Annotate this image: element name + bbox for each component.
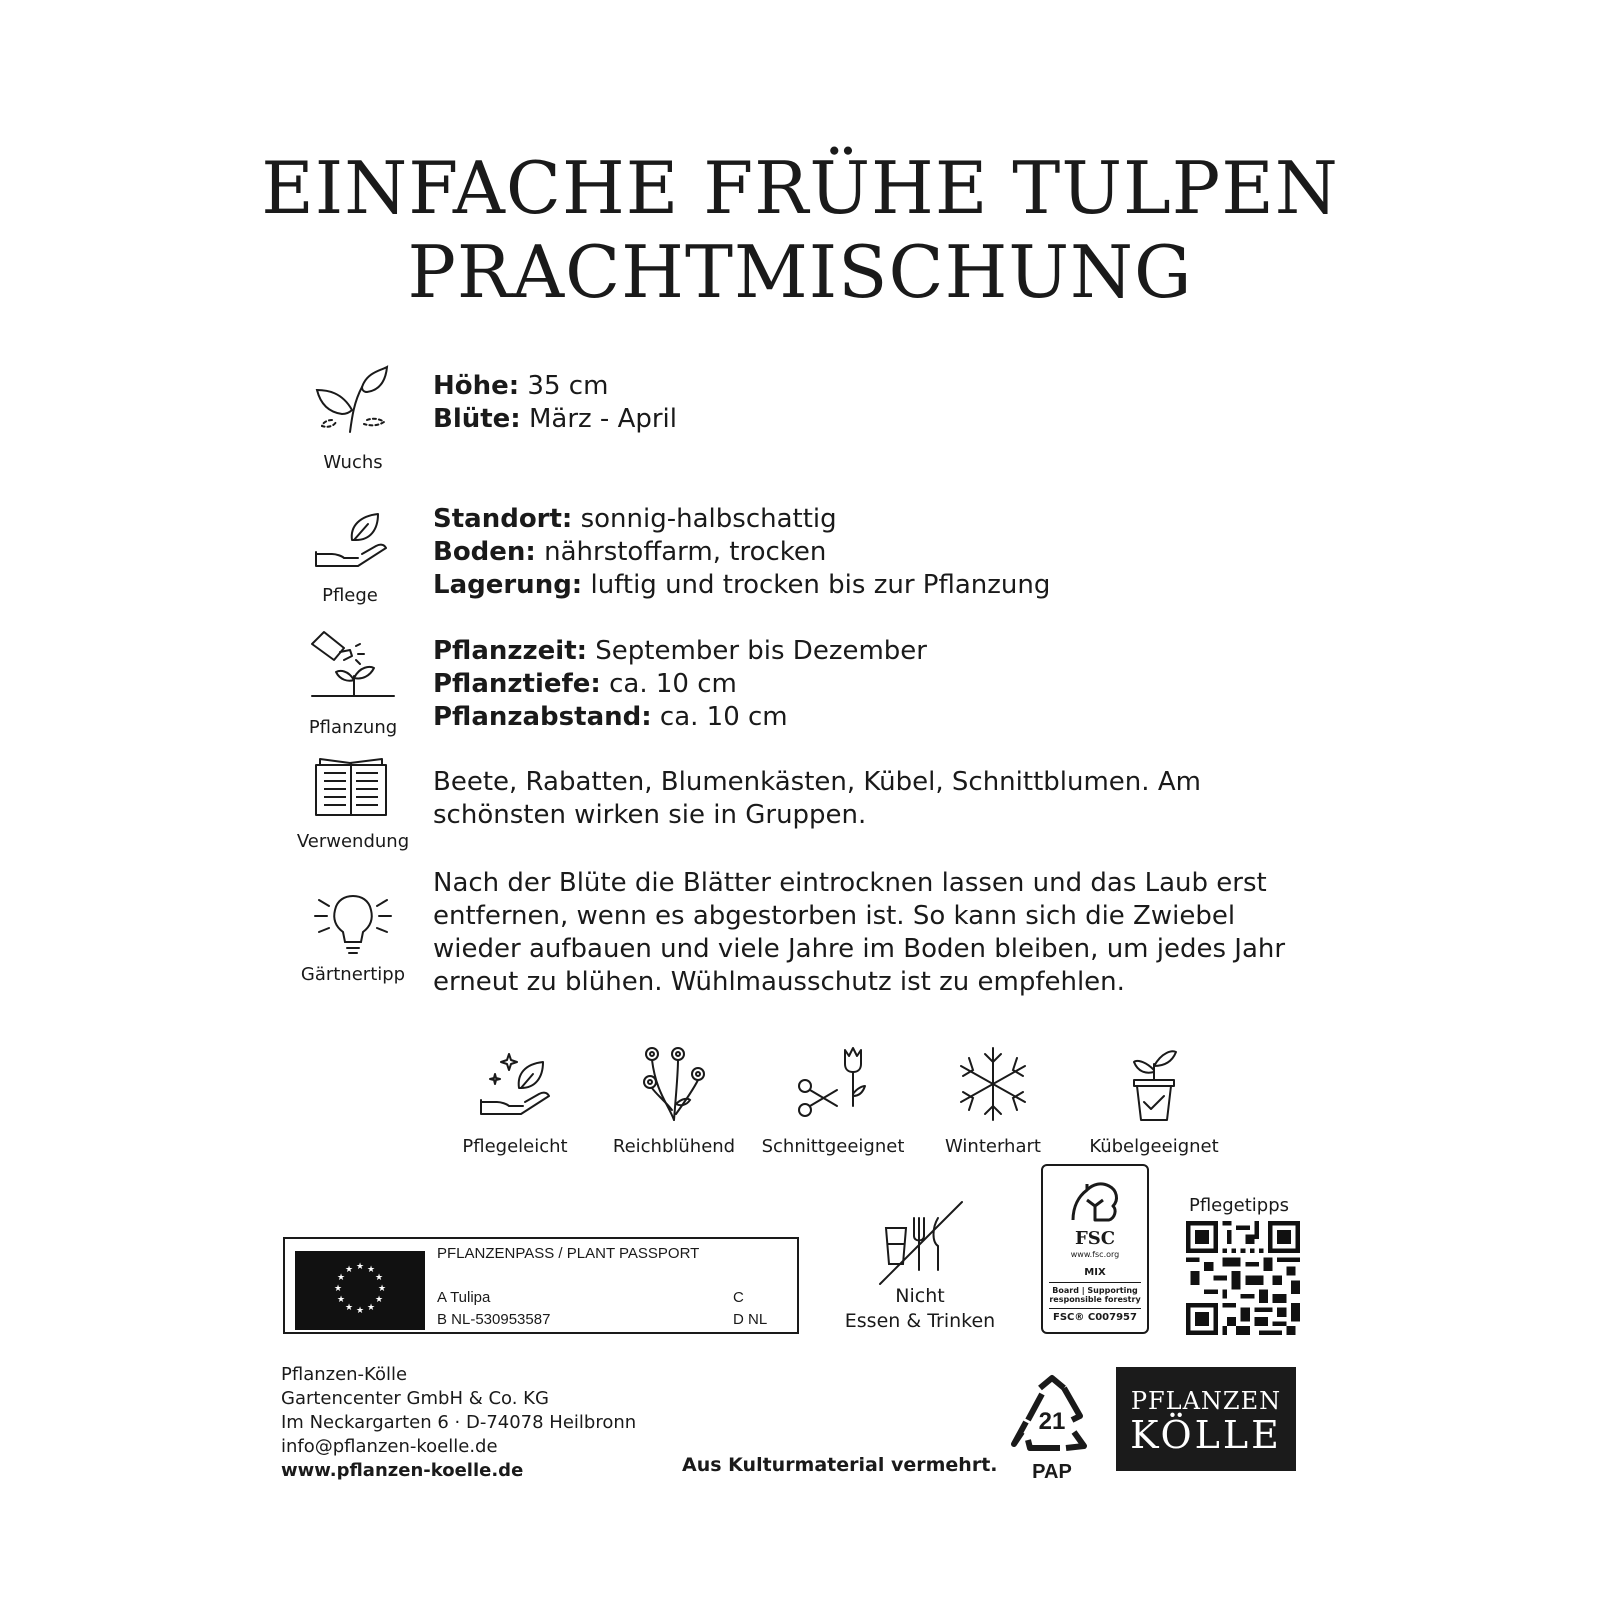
section-info-pflege [433, 503, 1293, 602]
feature-label: Winterhart [945, 1136, 1041, 1157]
plant-passport [283, 1237, 799, 1334]
feature-kuebelgeeignet [1079, 1044, 1229, 1157]
feature-schnittgeeignet [758, 1044, 908, 1157]
snowflake-icon [953, 1044, 1033, 1124]
section-caption-wuchs: Wuchs [323, 452, 383, 473]
svg-text:★: ★ [336, 1295, 346, 1305]
warning-text: Nicht Essen & Trinken [844, 1285, 996, 1332]
feature-pflegeleicht [440, 1044, 590, 1157]
info-row: Lagerung: luftig und trocken bis zur Pflanzung [433, 570, 1051, 600]
website-link[interactable]: www.pflanzen-koelle.de [281, 1460, 524, 1481]
address-line: Im Neckargarten 6 · D-74078 Heilbronn [281, 1412, 637, 1433]
flowers-icon [634, 1044, 714, 1124]
info-row: Pflanzabstand: ca. 10 cm [433, 702, 788, 732]
passport-a: A Tulipa [437, 1289, 491, 1306]
address-line: Pflanzen-Kölle [281, 1364, 408, 1385]
email-link[interactable]: info@pflanzen-koelle.de [281, 1436, 498, 1457]
svg-text:★: ★ [336, 1273, 346, 1283]
hand-leaf-icon [312, 502, 392, 582]
feature-label: Schnittgeeignet [761, 1136, 905, 1157]
section-text-gaertnertipp: Nach der Blüte die Blätter eintrocknen lassen und das Laub erst entfernen, wenn es abgestorben ist. So kann sich die Zwiebel wieder aufbauen und viele Jahre im Boden bleiben, um jedes Jahr erneut zu blühen. Wühlmausschutz ist zu empfehlen. [433, 868, 1286, 997]
page-title-line2: PRACHTMISCHUNG [407, 230, 1193, 314]
info-row: Pflanztiefe: ca. 10 cm [433, 669, 737, 699]
passport-c: C [733, 1289, 744, 1306]
passport-heading: PFLANZENPASS / PLANT PASSPORT [437, 1245, 700, 1262]
section-caption-verwendung: Verwendung [296, 831, 410, 852]
svg-text:★: ★ [366, 1303, 376, 1313]
watering-can-icon [308, 626, 398, 716]
address-line: Gartencenter GmbH & Co. KG [281, 1388, 549, 1409]
pflanzen-koelle-logo: PFLANZEN KÖLLE [1116, 1367, 1296, 1471]
svg-text:★: ★ [377, 1284, 387, 1294]
culture-note: Aus Kulturmaterial vermehrt. [682, 1454, 998, 1476]
feature-label: Reichblühend [612, 1136, 736, 1157]
company-address [281, 1363, 636, 1483]
page-title-line1: EINFACHE FRÜHE TULPEN [261, 146, 1339, 230]
svg-text:★: ★ [344, 1265, 354, 1275]
svg-text:★: ★ [374, 1273, 384, 1283]
fsc-label: FSC www.fsc.org MIX Board | Supporting responsible forestry FSC® C007957 [1041, 1164, 1149, 1334]
feature-label: Kübelgeeignet [1089, 1136, 1219, 1157]
recycling-code: PAP [1032, 1461, 1072, 1483]
lightbulb-icon [313, 886, 393, 956]
section-caption-gaertnertipp: Gärtnertipp [300, 964, 406, 985]
section-caption-pflanzung: Pflanzung [308, 717, 398, 738]
info-row: Boden: nährstoffarm, trocken [433, 537, 827, 567]
svg-text:★: ★ [355, 1262, 365, 1272]
feature-reichbluehend [599, 1044, 749, 1157]
qr-code-icon[interactable] [1186, 1221, 1300, 1335]
info-row: Höhe: 35 cm [433, 371, 609, 401]
svg-text:★: ★ [366, 1265, 376, 1275]
hand-leaf-sparkle-icon [475, 1044, 555, 1124]
svg-text:★: ★ [344, 1303, 354, 1313]
info-row: Pflanzzeit: September bis Dezember [433, 636, 927, 666]
svg-text:★: ★ [374, 1295, 384, 1305]
info-row: Standort: sonnig-halbschattig [433, 504, 837, 534]
no-eat-drink-icon [876, 1198, 966, 1288]
recycling-icon [1010, 1374, 1094, 1458]
fsc-tree-icon [1065, 1176, 1125, 1226]
svg-text:★: ★ [333, 1284, 343, 1294]
svg-text:★: ★ [355, 1306, 365, 1316]
qr-label: Pflegetipps [1188, 1195, 1290, 1216]
section-text-verwendung: Beete, Rabatten, Blumenkästen, Kübel, Schnittblumen. Am schönsten wirken sie in Gruppen. [433, 767, 1201, 830]
book-icon [314, 757, 388, 819]
recycling-number: 21 [1038, 1408, 1066, 1435]
plant-growth-icon [312, 362, 392, 442]
section-info-pflanzung [433, 635, 1293, 734]
passport-d: D NL [733, 1311, 768, 1328]
eu-flag-icon [295, 1251, 425, 1330]
passport-b: B NL-530953587 [437, 1311, 551, 1328]
feature-label: Pflegeleicht [462, 1136, 568, 1157]
pot-plant-icon [1114, 1044, 1194, 1124]
section-caption-pflege: Pflege [322, 585, 378, 606]
feature-winterhart [918, 1044, 1068, 1157]
info-row: Blüte: März - April [433, 404, 678, 434]
scissors-tulip-icon [793, 1044, 873, 1124]
section-info-wuchs [433, 370, 1293, 436]
